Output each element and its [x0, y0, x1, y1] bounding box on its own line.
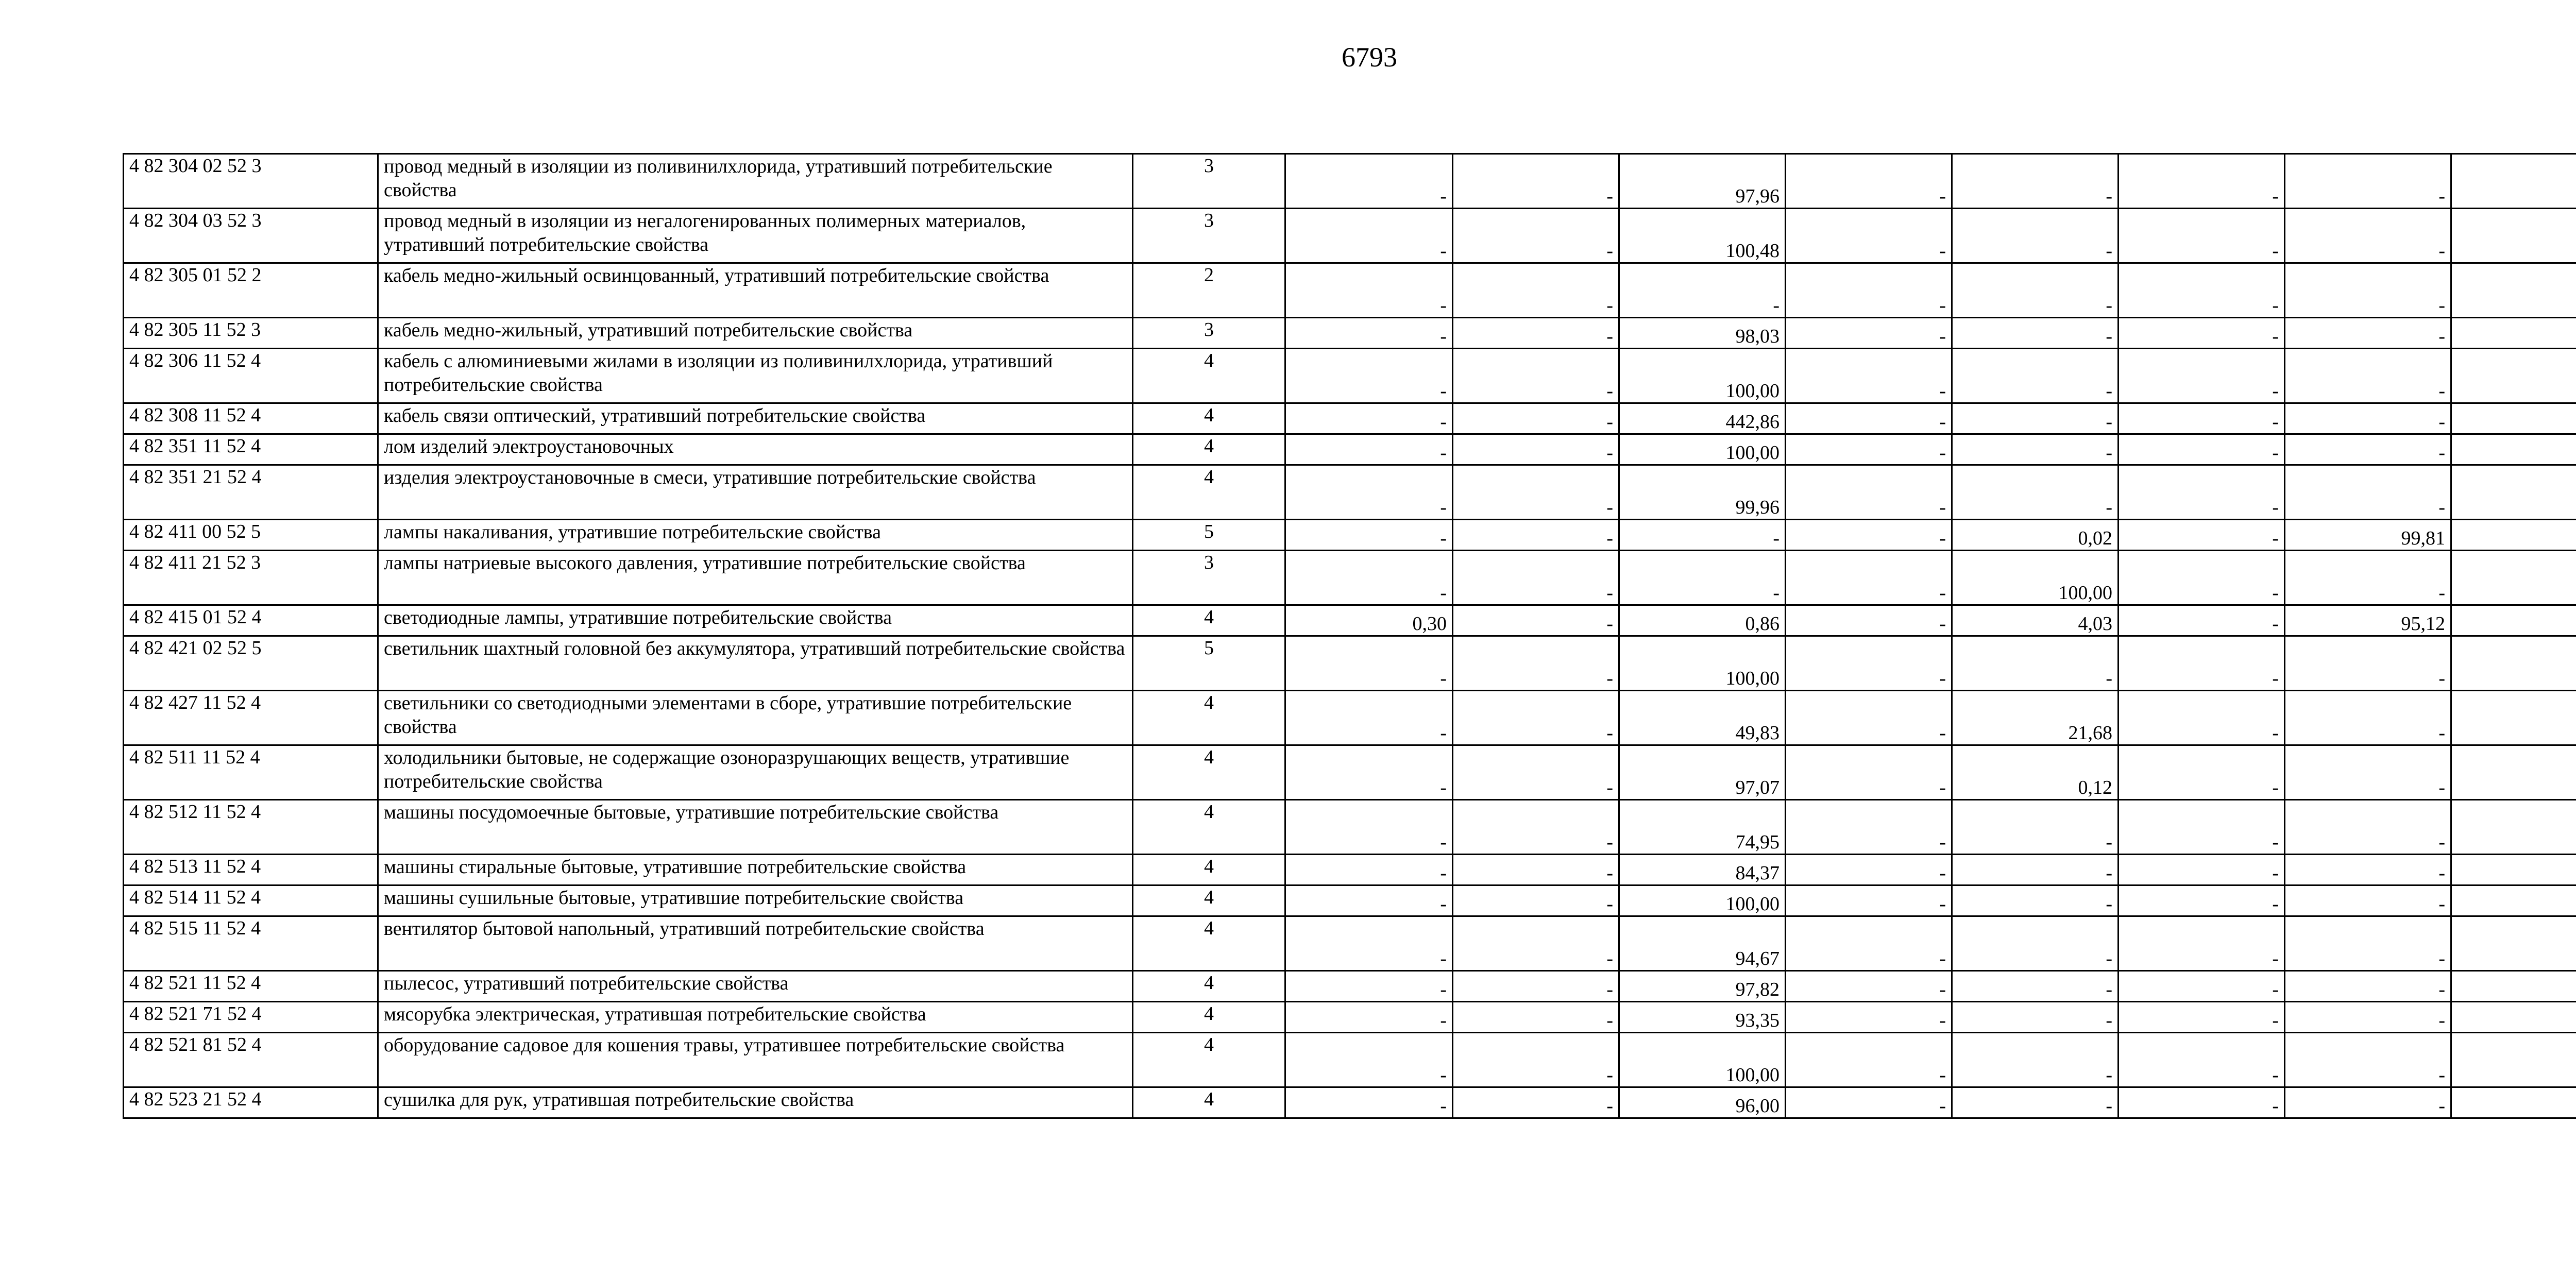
row-value: -	[1786, 1087, 1952, 1118]
row-value	[2451, 971, 2576, 1002]
row-value: -	[1453, 154, 1619, 209]
row-value: -	[2285, 971, 2451, 1002]
row-value: -	[2285, 349, 2451, 403]
row-value: -	[2119, 855, 2285, 885]
row-value: -	[1786, 916, 1952, 971]
row-value: 100,00	[1952, 551, 2119, 605]
row-value: -	[2119, 1033, 2285, 1087]
row-value: -	[1952, 263, 2119, 318]
row-value	[2451, 916, 2576, 971]
row-code: 4 82 427 11 52 4	[124, 691, 378, 745]
row-value: -	[1786, 636, 1952, 691]
table-row	[124, 551, 2576, 605]
row-value	[2451, 263, 2576, 318]
row-value: 100,00	[1619, 636, 1786, 691]
row-value: -	[1285, 636, 1453, 691]
row-value: -	[1786, 349, 1952, 403]
table-row	[124, 605, 2576, 636]
row-hazard-class: 4	[1133, 855, 1285, 885]
row-value: 97,96	[1619, 154, 1786, 209]
row-value: 21,68	[1952, 691, 2119, 745]
table-row	[124, 800, 2576, 855]
row-value: -	[1786, 971, 1952, 1002]
row-value: 100,00	[1619, 349, 1786, 403]
row-value: -	[2119, 691, 2285, 745]
row-value: -	[2119, 745, 2285, 800]
row-value: -	[1453, 855, 1619, 885]
row-value: -	[1285, 465, 1453, 520]
row-value: -	[1786, 209, 1952, 263]
row-value: -	[1786, 1033, 1952, 1087]
row-value: -	[1786, 551, 1952, 605]
table-row	[124, 1033, 2576, 1087]
row-code: 4 82 351 21 52 4	[124, 465, 378, 520]
row-hazard-class: 4	[1133, 434, 1285, 465]
row-value: -	[1952, 1033, 2119, 1087]
row-code: 4 82 351 11 52 4	[124, 434, 378, 465]
row-value: -	[2285, 209, 2451, 263]
row-value	[2451, 885, 2576, 916]
row-value: -	[1453, 1002, 1619, 1033]
row-value	[2451, 855, 2576, 885]
row-name: лом изделий электроустановочных	[378, 434, 1133, 465]
row-value: -	[1952, 465, 2119, 520]
row-name: лампы натриевые высокого давления, утратившие потребительские свойства	[378, 551, 1133, 605]
row-name: кабель с алюминиевыми жилами в изоляции из поливинилхлорида, утративший потребительские свойства	[378, 349, 1133, 403]
row-value: -	[2285, 263, 2451, 318]
row-value: -	[2119, 520, 2285, 551]
row-value: -	[2285, 403, 2451, 434]
waste-table	[123, 153, 2576, 1119]
row-value: 100,00	[1619, 1033, 1786, 1087]
row-value: 98,03	[1619, 318, 1786, 349]
row-value: -	[1786, 318, 1952, 349]
row-code: 4 82 512 11 52 4	[124, 800, 378, 855]
row-value: 0,02	[1952, 520, 2119, 551]
row-value: -	[1453, 209, 1619, 263]
row-value	[2451, 691, 2576, 745]
row-value: -	[1285, 154, 1453, 209]
row-hazard-class: 4	[1133, 403, 1285, 434]
row-value: -	[1952, 636, 2119, 691]
row-name: оборудование садовое для кошения травы, утратившее потребительские свойства	[378, 1033, 1133, 1087]
row-value: -	[1453, 263, 1619, 318]
row-value: -	[1285, 800, 1453, 855]
row-code: 4 82 308 11 52 4	[124, 403, 378, 434]
row-value: -	[2119, 154, 2285, 209]
row-code: 4 82 514 11 52 4	[124, 885, 378, 916]
row-hazard-class: 4	[1133, 465, 1285, 520]
row-value: -	[2285, 318, 2451, 349]
table-row	[124, 318, 2576, 349]
table-row	[124, 916, 2576, 971]
row-value: 0,12	[1952, 745, 2119, 800]
table-row	[124, 520, 2576, 551]
table-row	[124, 691, 2576, 745]
row-hazard-class: 5	[1133, 636, 1285, 691]
row-value: -	[2285, 434, 2451, 465]
row-hazard-class: 4	[1133, 1002, 1285, 1033]
row-value: -	[1952, 154, 2119, 209]
row-value: -	[1786, 465, 1952, 520]
row-value: -	[2119, 465, 2285, 520]
row-value: -	[2285, 800, 2451, 855]
row-value: -	[2285, 885, 2451, 916]
row-value: -	[1453, 551, 1619, 605]
row-value	[2451, 1087, 2576, 1118]
row-value: -	[2119, 318, 2285, 349]
row-code: 4 82 411 21 52 3	[124, 551, 378, 605]
row-value: -	[1453, 434, 1619, 465]
row-code: 4 82 521 71 52 4	[124, 1002, 378, 1033]
row-name: лампы накаливания, утратившие потребительские свойства	[378, 520, 1133, 551]
row-value: -	[1619, 520, 1786, 551]
row-value: -	[2119, 551, 2285, 605]
row-value: -	[2285, 636, 2451, 691]
row-hazard-class: 3	[1133, 209, 1285, 263]
row-code: 4 82 511 11 52 4	[124, 745, 378, 800]
row-value: -	[1952, 1087, 2119, 1118]
row-value: -	[1786, 691, 1952, 745]
row-name: вентилятор бытовой напольный, утративший потребительские свойства	[378, 916, 1133, 971]
row-value: -	[2119, 605, 2285, 636]
row-value: 0,86	[1619, 605, 1786, 636]
row-value: -	[2285, 551, 2451, 605]
row-code: 4 82 306 11 52 4	[124, 349, 378, 403]
row-code: 4 82 304 03 52 3	[124, 209, 378, 263]
row-code: 4 82 305 01 52 2	[124, 263, 378, 318]
row-hazard-class: 4	[1133, 691, 1285, 745]
row-value: -	[1285, 263, 1453, 318]
row-name: светильник шахтный головной без аккумулятора, утративший потребительские свойства	[378, 636, 1133, 691]
row-value: -	[1285, 209, 1453, 263]
row-hazard-class: 5	[1133, 520, 1285, 551]
row-value: 95,12	[2285, 605, 2451, 636]
table-row	[124, 154, 2576, 209]
row-value: -	[1453, 691, 1619, 745]
table-row	[124, 745, 2576, 800]
table-body	[124, 154, 2576, 1118]
row-hazard-class: 3	[1133, 154, 1285, 209]
row-hazard-class: 4	[1133, 349, 1285, 403]
row-value: -	[1453, 636, 1619, 691]
row-name: пылесос, утративший потребительские свойства	[378, 971, 1133, 1002]
row-name: провод медный в изоляции из негалогенированных полимерных материалов, утративший потребительские свойства	[378, 209, 1133, 263]
row-code: 4 82 304 02 52 3	[124, 154, 378, 209]
row-value: -	[2119, 1002, 2285, 1033]
row-value: -	[1786, 434, 1952, 465]
table-row	[124, 209, 2576, 263]
row-value	[2451, 465, 2576, 520]
row-name: светильники со светодиодными элементами в сборе, утратившие потребительские свойства	[378, 691, 1133, 745]
row-value: -	[1952, 1002, 2119, 1033]
row-value: 99,81	[2285, 520, 2451, 551]
row-value	[2451, 318, 2576, 349]
row-hazard-class: 4	[1133, 745, 1285, 800]
row-value: -	[2285, 745, 2451, 800]
row-value: -	[1786, 745, 1952, 800]
row-value: -	[1786, 154, 1952, 209]
row-value: 97,82	[1619, 971, 1786, 1002]
row-value: -	[1285, 349, 1453, 403]
row-code: 4 82 305 11 52 3	[124, 318, 378, 349]
row-value	[2451, 1002, 2576, 1033]
row-value: -	[1285, 691, 1453, 745]
row-value: -	[1786, 520, 1952, 551]
row-hazard-class: 4	[1133, 971, 1285, 1002]
row-value: 100,48	[1619, 209, 1786, 263]
row-value	[2451, 551, 2576, 605]
row-value: -	[2119, 209, 2285, 263]
row-value: -	[2119, 349, 2285, 403]
row-value: -	[1453, 916, 1619, 971]
table-row	[124, 434, 2576, 465]
row-value: -	[1786, 855, 1952, 885]
row-value: -	[1285, 971, 1453, 1002]
row-value: -	[1952, 916, 2119, 971]
row-value	[2451, 434, 2576, 465]
row-value: -	[1952, 885, 2119, 916]
row-value: -	[1952, 855, 2119, 885]
row-value: -	[2285, 1087, 2451, 1118]
row-value: -	[2285, 465, 2451, 520]
row-value: -	[1453, 800, 1619, 855]
row-value: -	[1285, 916, 1453, 971]
row-hazard-class: 3	[1133, 551, 1285, 605]
table-row	[124, 971, 2576, 1002]
table-row	[124, 1002, 2576, 1033]
row-value: -	[1453, 1087, 1619, 1118]
row-value: -	[1285, 318, 1453, 349]
row-value: -	[1453, 349, 1619, 403]
row-code: 4 82 515 11 52 4	[124, 916, 378, 971]
table-row	[124, 885, 2576, 916]
row-value: -	[2285, 1002, 2451, 1033]
row-value: -	[2119, 971, 2285, 1002]
row-value	[2451, 636, 2576, 691]
row-value: -	[1786, 885, 1952, 916]
row-value: -	[1952, 800, 2119, 855]
row-name: машины посудомоечные бытовые, утратившие потребительские свойства	[378, 800, 1133, 855]
row-value	[2451, 605, 2576, 636]
row-value	[2451, 154, 2576, 209]
row-value: -	[2119, 636, 2285, 691]
row-value: 99,96	[1619, 465, 1786, 520]
row-value: -	[1786, 403, 1952, 434]
row-value: 442,86	[1619, 403, 1786, 434]
row-value: -	[1285, 1033, 1453, 1087]
row-value: -	[1453, 885, 1619, 916]
row-value: 97,07	[1619, 745, 1786, 800]
row-value: -	[1786, 263, 1952, 318]
row-name: мясорубка электрическая, утратившая потребительские свойства	[378, 1002, 1133, 1033]
row-value: -	[2119, 800, 2285, 855]
row-code: 4 82 411 00 52 5	[124, 520, 378, 551]
row-value: -	[1619, 263, 1786, 318]
row-code: 4 82 523 21 52 4	[124, 1087, 378, 1118]
row-code: 4 82 521 11 52 4	[124, 971, 378, 1002]
row-value: -	[2119, 916, 2285, 971]
row-value: -	[1453, 745, 1619, 800]
row-hazard-class: 4	[1133, 1033, 1285, 1087]
row-code: 4 82 521 81 52 4	[124, 1033, 378, 1087]
row-value: -	[2285, 916, 2451, 971]
row-code: 4 82 513 11 52 4	[124, 855, 378, 885]
row-value: -	[1952, 434, 2119, 465]
row-hazard-class: 4	[1133, 800, 1285, 855]
row-value: -	[1285, 745, 1453, 800]
row-value: -	[1285, 403, 1453, 434]
row-value: -	[1786, 1002, 1952, 1033]
row-hazard-class: 4	[1133, 885, 1285, 916]
row-value: -	[1952, 971, 2119, 1002]
row-value: 74,95	[1619, 800, 1786, 855]
row-value	[2451, 745, 2576, 800]
table-row	[124, 855, 2576, 885]
row-value: 100,00	[1619, 885, 1786, 916]
row-name: холодильники бытовые, не содержащие озоноразрушающих веществ, утратившие потребительские свойства	[378, 745, 1133, 800]
row-value	[2451, 209, 2576, 263]
row-value: -	[2285, 154, 2451, 209]
row-value: -	[1285, 885, 1453, 916]
row-value: 96,00	[1619, 1087, 1786, 1118]
row-value: -	[2119, 263, 2285, 318]
row-name: провод медный в изоляции из поливинилхлорида, утративший потребительские свойства	[378, 154, 1133, 209]
row-value: -	[1285, 551, 1453, 605]
row-value: -	[1952, 209, 2119, 263]
row-value: -	[1619, 551, 1786, 605]
table-row	[124, 349, 2576, 403]
row-value: -	[1453, 465, 1619, 520]
row-value: -	[1285, 1002, 1453, 1033]
row-value: -	[1952, 349, 2119, 403]
table-row	[124, 1087, 2576, 1118]
row-name: кабель связи оптический, утративший потребительские свойства	[378, 403, 1133, 434]
page-number: 6793	[1342, 42, 1397, 73]
row-value: -	[1285, 434, 1453, 465]
row-name: светодиодные лампы, утратившие потребительские свойства	[378, 605, 1133, 636]
row-value: -	[2119, 885, 2285, 916]
row-value: 84,37	[1619, 855, 1786, 885]
row-name: сушилка для рук, утратившая потребительские свойства	[378, 1087, 1133, 1118]
row-value: 0,30	[1285, 605, 1453, 636]
row-hazard-class: 4	[1133, 916, 1285, 971]
row-value: 94,67	[1619, 916, 1786, 971]
row-hazard-class: 2	[1133, 263, 1285, 318]
row-value: -	[2285, 691, 2451, 745]
table-row	[124, 636, 2576, 691]
row-value	[2451, 1033, 2576, 1087]
row-value: -	[1453, 403, 1619, 434]
row-value: -	[1952, 318, 2119, 349]
row-value: 4,03	[1952, 605, 2119, 636]
row-value: -	[2285, 855, 2451, 885]
row-value: -	[1786, 800, 1952, 855]
table-row	[124, 263, 2576, 318]
row-value: -	[1453, 318, 1619, 349]
row-value	[2451, 349, 2576, 403]
row-hazard-class: 4	[1133, 1087, 1285, 1118]
row-value: -	[2285, 1033, 2451, 1087]
table-row	[124, 465, 2576, 520]
row-name: кабель медно-жильный освинцованный, утративший потребительские свойства	[378, 263, 1133, 318]
row-value: -	[1285, 855, 1453, 885]
row-value: -	[1285, 520, 1453, 551]
row-value	[2451, 403, 2576, 434]
row-value	[2451, 800, 2576, 855]
row-name: машины сушильные бытовые, утратившие потребительские свойства	[378, 885, 1133, 916]
row-value: -	[1285, 1087, 1453, 1118]
row-value: 93,35	[1619, 1002, 1786, 1033]
row-name: изделия электроустановочные в смеси, утратившие потребительские свойства	[378, 465, 1133, 520]
row-name: кабель медно-жильный, утративший потребительские свойства	[378, 318, 1133, 349]
row-value: 49,83	[1619, 691, 1786, 745]
row-value: -	[2119, 434, 2285, 465]
row-hazard-class: 3	[1133, 318, 1285, 349]
row-value: -	[1453, 971, 1619, 1002]
row-value: -	[2119, 403, 2285, 434]
row-value: 100,00	[1619, 434, 1786, 465]
row-value: -	[1453, 520, 1619, 551]
row-code: 4 82 421 02 52 5	[124, 636, 378, 691]
row-value: -	[1453, 605, 1619, 636]
row-value: -	[1786, 605, 1952, 636]
table-row	[124, 403, 2576, 434]
row-hazard-class: 4	[1133, 605, 1285, 636]
row-value: -	[1952, 403, 2119, 434]
row-value: -	[2119, 1087, 2285, 1118]
row-value: -	[1453, 1033, 1619, 1087]
row-value	[2451, 520, 2576, 551]
row-name: машины стиральные бытовые, утратившие потребительские свойства	[378, 855, 1133, 885]
row-code: 4 82 415 01 52 4	[124, 605, 378, 636]
